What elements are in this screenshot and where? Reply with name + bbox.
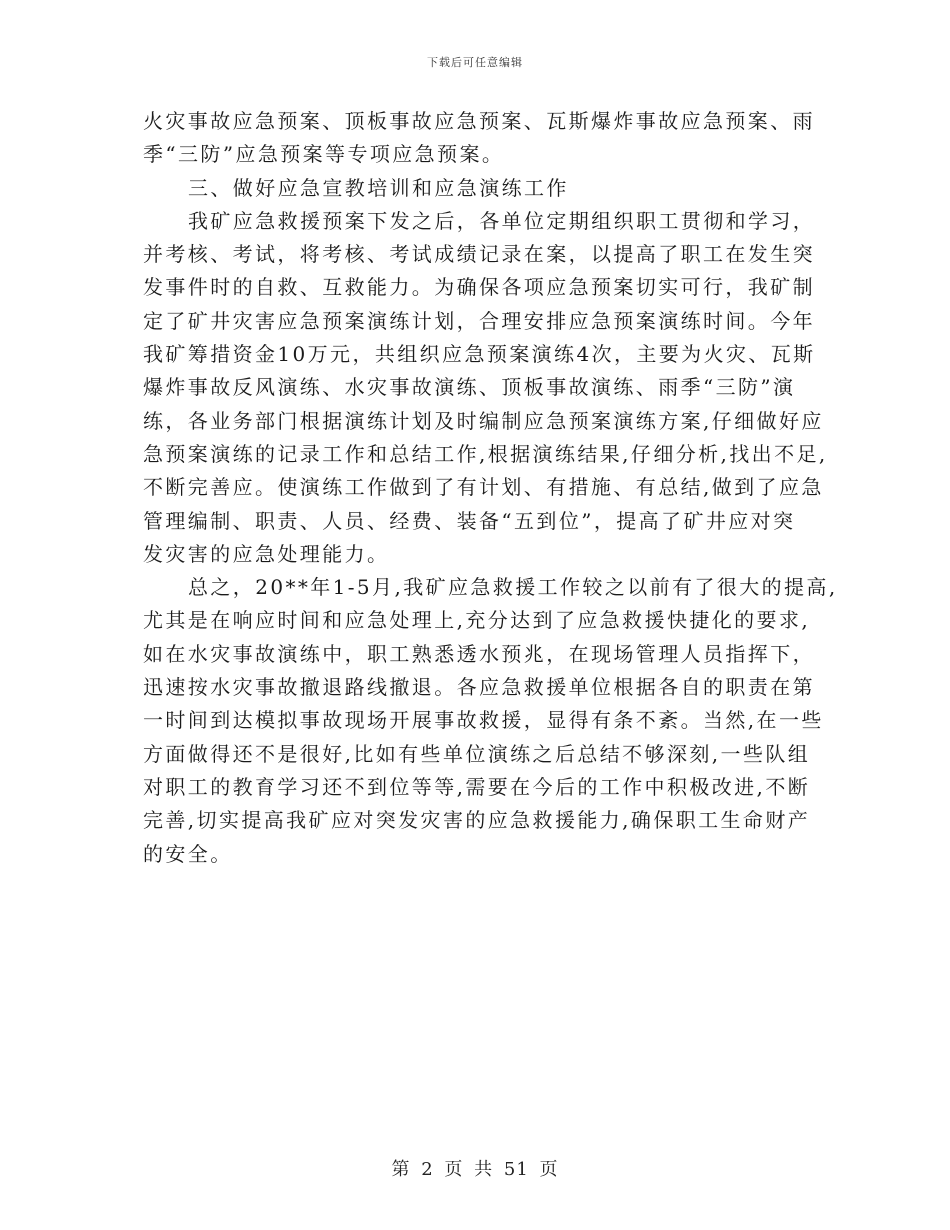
page-prefix: 第 bbox=[391, 1159, 411, 1180]
paragraph-line: 爆炸事故反风演练、水灾事故演练、顶板事故演练、雨季“三防”演 bbox=[143, 375, 796, 400]
current-page-number: 2 bbox=[421, 1159, 434, 1180]
download-editable-note: 下载后可任意编辑 bbox=[427, 56, 523, 69]
document-body bbox=[143, 105, 838, 871]
paragraph-line: 发事件时的自救、互救能力。为确保各项应急预案切实可行，我矿制 bbox=[143, 275, 815, 300]
paragraph-line: 如在水灾事故演练中，职工熟悉透水预兆，在现场管理人员指挥下， bbox=[143, 641, 815, 666]
paragraph-line: 对职工的教育学习还不到位等等,需要在今后的工作中积极改进,不断 bbox=[143, 774, 811, 799]
paragraph-line: 定了矿井灾害应急预案演练计划，合理安排应急预案演练时间。今年 bbox=[143, 308, 815, 333]
page-number-footer bbox=[0, 1155, 950, 1181]
paragraph-line: 一时间到达模拟事故现场开展事故救援，显得有条不紊。当然,在一些 bbox=[143, 708, 824, 733]
paragraph-line: 季“三防”应急预案等专项应急预案。 bbox=[143, 142, 505, 167]
paragraph-line: 管理编制、职责、人员、经费、装备“五到位”，提高了矿井应对突 bbox=[143, 508, 796, 533]
paragraph-line: 火灾事故应急预案、顶板事故应急预案、瓦斯爆炸事故应急预案、雨 bbox=[143, 109, 815, 133]
paragraph-line: 我矿应急救援预案下发之后，各单位定期组织职工贯彻和学习， bbox=[188, 208, 816, 233]
paragraph-line: 总之，20**年1-5月,我矿应急救援工作较之以前有了很大的提高, bbox=[188, 575, 838, 600]
section-heading: 三、做好应急宣教培训和应急演练工作 bbox=[188, 175, 569, 200]
paragraph-line: 急预案演练的记录工作和总结工作,根据演练结果,仔细分析,找出不足, bbox=[143, 441, 828, 466]
paragraph-line: 完善,切实提高我矿应对突发灾害的应急救援能力,确保职工生命财产 bbox=[143, 808, 811, 833]
paragraph-line: 方面做得还不是很好,比如有些单位演练之后总结不够深刻,一些队组 bbox=[143, 741, 811, 766]
total-word: 共 bbox=[474, 1159, 494, 1180]
paragraph-line: 的安全。 bbox=[143, 841, 233, 866]
total-pages-number: 51 bbox=[503, 1159, 529, 1180]
page-suffix: 页 bbox=[539, 1159, 559, 1180]
paragraph-line: 迅速按水灾事故撤退路线撤退。各应急救援单位根据各自的职责在第 bbox=[143, 675, 815, 700]
paragraph-line: 发灾害的应急处理能力。 bbox=[143, 541, 390, 566]
paragraph-line: 尤其是在响应时间和应急处理上,充分达到了应急救援快捷化的要求, bbox=[143, 608, 811, 633]
paragraph-line: 我矿筹措资金10万元，共组织应急预案演练4次，主要为火灾、瓦斯 bbox=[143, 342, 816, 367]
paragraph-line: 不断完善应。使演练工作做到了有计划、有措施、有总结,做到了应急 bbox=[143, 475, 824, 500]
paragraph-line: 练，各业务部门根据演练计划及时编制应急预案演练方案,仔细做好应 bbox=[143, 408, 824, 433]
page-word: 页 bbox=[444, 1159, 464, 1180]
paragraph-line: 并考核、考试，将考核、考试成绩记录在案，以提高了职工在发生突 bbox=[143, 242, 815, 267]
